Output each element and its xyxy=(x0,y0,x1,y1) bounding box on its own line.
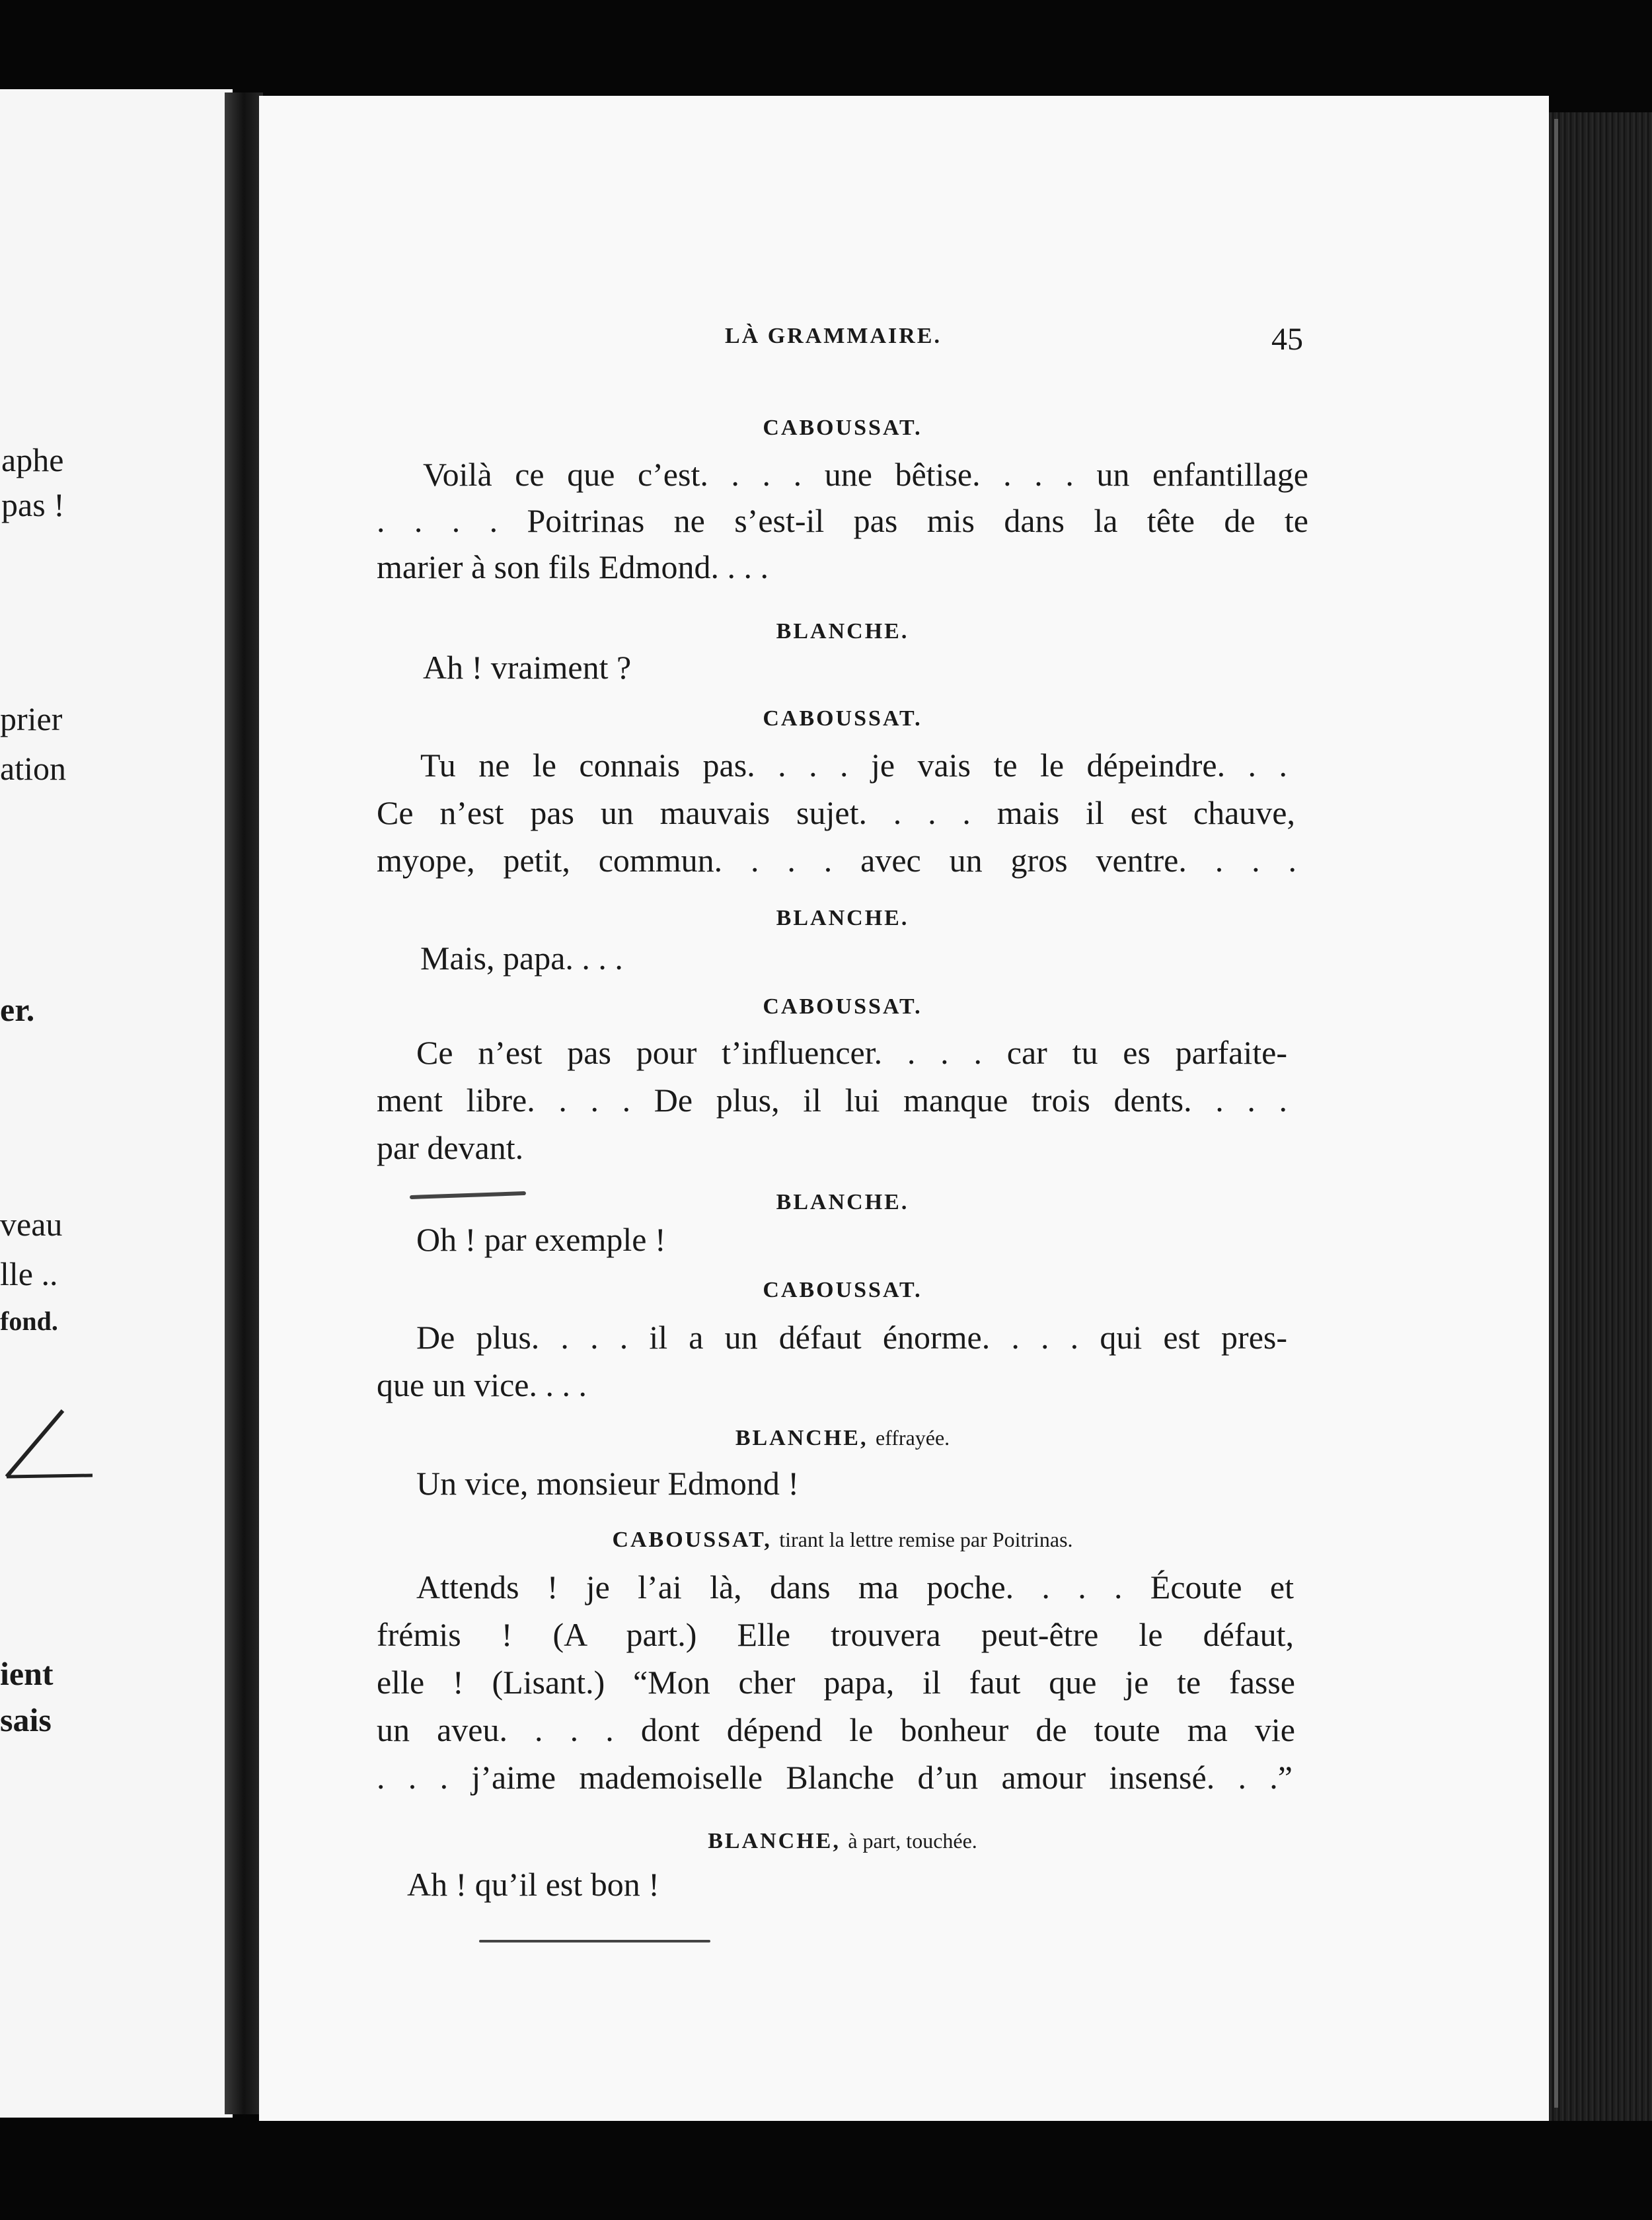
end-rule xyxy=(479,1940,710,1942)
left-fragment: ient xyxy=(0,1655,54,1692)
speech-line: Attends ! je l’ai là, dans ma poche. . . . Écoute et xyxy=(416,1569,1294,1606)
page-edges xyxy=(1549,112,1652,2121)
left-fragment: veau xyxy=(0,1206,63,1243)
speaker-name: BLANCHE. xyxy=(776,1190,909,1214)
speaker-label xyxy=(377,415,1308,441)
speech-line: myope, petit, commun. . . . avec un gros ventre. . . . xyxy=(377,842,1296,879)
speech-line: Tu ne le connais pas. . . . je vais te le dépeindre. . . xyxy=(420,747,1287,784)
left-fragment: er. xyxy=(0,991,35,1028)
stage-direction: tirant la lettre remise par Poitrinas. xyxy=(779,1528,1073,1551)
speaker-name: BLANCHE. xyxy=(776,619,909,644)
page-edge-line xyxy=(1554,119,1558,2108)
running-head: LÀ GRAMMAIRE. xyxy=(725,324,942,348)
left-fragment: sais xyxy=(0,1701,52,1738)
left-fragment: fond. xyxy=(0,1306,58,1336)
speaker-name: BLANCHE, xyxy=(708,1829,841,1853)
speaker-name: CABOUSSAT. xyxy=(763,416,922,440)
speech-line: un aveu. . . . dont dépend le bonheur de toute ma vie xyxy=(377,1711,1295,1748)
speech-line: ment libre. . . . De plus, il lui manque trois dents. . . . xyxy=(377,1082,1287,1119)
speaker-name: CABOUSSAT. xyxy=(763,1278,922,1302)
speech-line: frémis ! (A part.) Elle trouvera peut-être le défaut, xyxy=(377,1616,1294,1653)
speaker-label xyxy=(377,1424,1308,1452)
page-number: 45 xyxy=(1271,322,1303,357)
speech-line: Ce n’est pas un mauvais sujet. . . . mais il est chauve, xyxy=(377,794,1295,831)
speech-line: De plus. . . . il a un défaut énorme. . . . qui est pres- xyxy=(416,1319,1287,1356)
speech-line: Mais, papa. . . . xyxy=(420,940,623,977)
speech-line: Ah ! vraiment ? xyxy=(423,649,632,686)
speech-line: . . . j’aime mademoiselle Blanche d’un amour insensé. . .” xyxy=(377,1759,1293,1796)
speaker-name: BLANCHE. xyxy=(776,906,909,930)
speaker-label xyxy=(377,994,1308,1020)
left-fragment: aphe xyxy=(1,441,64,478)
left-fragment: prier xyxy=(0,700,63,737)
speaker-name: CABOUSSAT. xyxy=(763,994,922,1019)
speaker-label xyxy=(377,1189,1308,1216)
speech-line: marier à son fils Edmond. . . . xyxy=(377,548,769,585)
speaker-label xyxy=(377,1828,1308,1855)
speaker-label xyxy=(377,1277,1308,1304)
speaker-label xyxy=(377,706,1308,732)
speech-line: elle ! (Lisant.) “Mon cher papa, il faut que je te fasse xyxy=(377,1664,1295,1701)
speaker-label xyxy=(377,905,1308,932)
stage-direction: à part, touchée. xyxy=(848,1829,977,1853)
speech-line: . . . . Poitrinas ne s’est-il pas mis dans la tête de te xyxy=(377,502,1308,539)
speaker-name: CABOUSSAT, xyxy=(612,1528,772,1552)
gutter-shadow xyxy=(225,92,263,2114)
speech-line: Ce n’est pas pour t’influencer. . . . car tu es parfaite- xyxy=(416,1034,1287,1071)
speech-line: Oh ! par exemple ! xyxy=(416,1221,666,1258)
left-fragment: pas ! xyxy=(1,486,65,523)
speech-line: Ah ! qu’il est bon ! xyxy=(407,1866,659,1903)
stage-direction: effrayée. xyxy=(875,1426,950,1450)
speaker-name: BLANCHE, xyxy=(735,1426,868,1450)
speaker-label xyxy=(377,618,1308,645)
left-page xyxy=(0,89,233,2118)
pen-mark xyxy=(0,1404,99,1483)
left-fragment: ation xyxy=(0,750,66,787)
speech-line: Un vice, monsieur Edmond ! xyxy=(416,1465,800,1502)
speech-line: que un vice. . . . xyxy=(377,1366,587,1403)
speech-line: par devant. xyxy=(377,1129,524,1166)
speaker-name: CABOUSSAT. xyxy=(763,706,922,731)
speech-line: Voilà ce que c’est. . . . une bêtise. . . . un enfantillage xyxy=(423,456,1308,493)
left-fragment: lle .. xyxy=(0,1255,58,1292)
speaker-label xyxy=(377,1526,1308,1553)
